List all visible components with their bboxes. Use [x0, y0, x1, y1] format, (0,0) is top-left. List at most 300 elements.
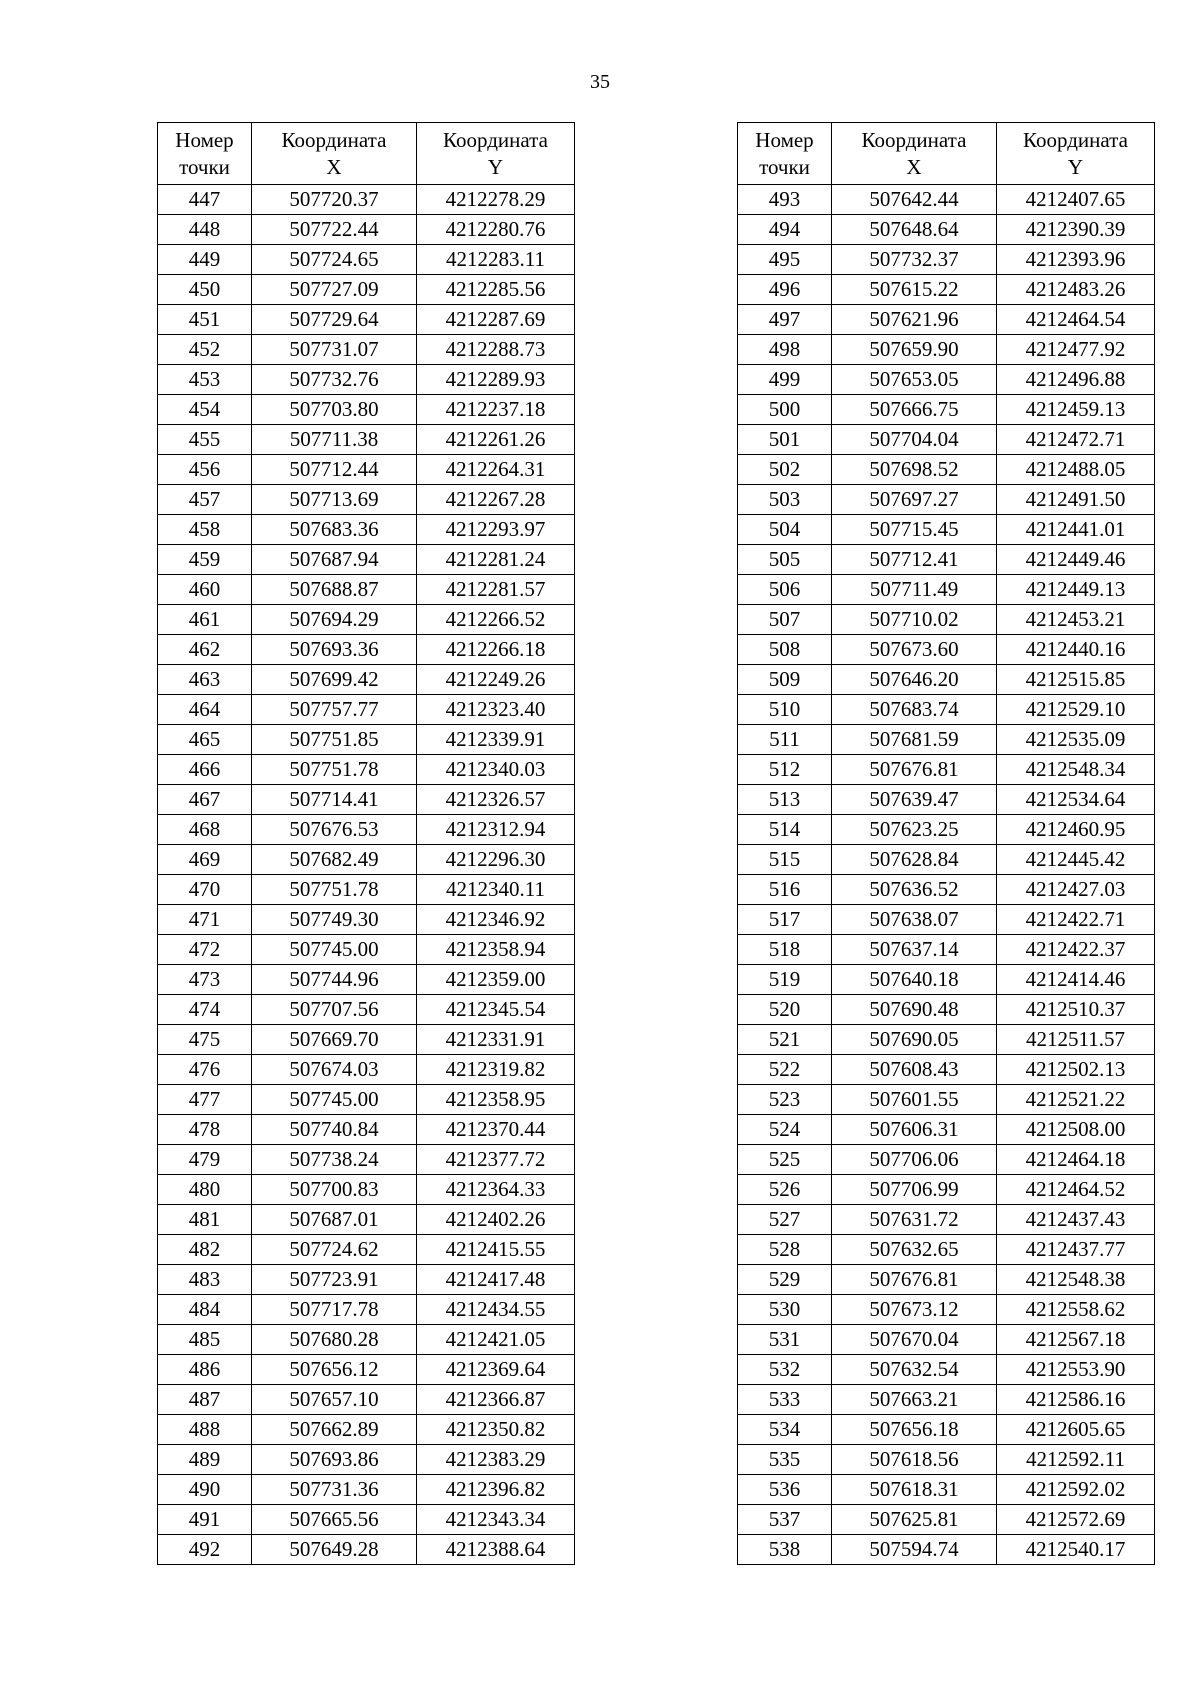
point-number-cell: 521	[738, 1025, 832, 1055]
header-coordinate-y: Координата Y	[417, 123, 575, 185]
point-number-cell: 455	[158, 425, 252, 455]
point-number-cell: 486	[158, 1355, 252, 1385]
point-number-cell: 496	[738, 275, 832, 305]
coordinate-y-cell: 4212350.82	[417, 1415, 575, 1445]
table-row	[158, 1055, 575, 1085]
coordinate-x-cell: 507656.12	[252, 1355, 417, 1385]
point-number-cell: 520	[738, 995, 832, 1025]
table-row	[738, 905, 1155, 935]
coordinate-x-cell: 507682.49	[252, 845, 417, 875]
coordinate-y-cell: 4212366.87	[417, 1385, 575, 1415]
coordinate-y-cell: 4212278.29	[417, 185, 575, 215]
table-row	[158, 845, 575, 875]
coordinate-y-cell: 4212477.92	[997, 335, 1155, 365]
coordinate-y-cell: 4212449.46	[997, 545, 1155, 575]
table-row	[738, 1325, 1155, 1355]
table-row	[158, 575, 575, 605]
coordinate-x-cell: 507601.55	[832, 1085, 997, 1115]
point-number-cell: 450	[158, 275, 252, 305]
coordinate-x-cell: 507722.44	[252, 215, 417, 245]
coordinate-y-cell: 4212445.42	[997, 845, 1155, 875]
coordinate-y-cell: 4212548.38	[997, 1265, 1155, 1295]
table-row	[158, 1415, 575, 1445]
table-row	[158, 1145, 575, 1175]
point-number-cell: 529	[738, 1265, 832, 1295]
coordinate-x-cell: 507698.52	[832, 455, 997, 485]
point-number-cell: 470	[158, 875, 252, 905]
coordinate-x-cell: 507744.96	[252, 965, 417, 995]
coordinate-y-cell: 4212261.26	[417, 425, 575, 455]
point-number-cell: 511	[738, 725, 832, 755]
table-row	[158, 545, 575, 575]
coordinate-y-cell: 4212472.71	[997, 425, 1155, 455]
table-row	[158, 485, 575, 515]
point-number-cell: 473	[158, 965, 252, 995]
point-number-cell: 475	[158, 1025, 252, 1055]
point-number-cell: 483	[158, 1265, 252, 1295]
table-row	[738, 785, 1155, 815]
header-coordinate-x: Координата X	[252, 123, 417, 185]
table-row	[158, 1535, 575, 1565]
coordinate-x-cell: 507662.89	[252, 1415, 417, 1445]
coordinate-x-cell: 507683.74	[832, 695, 997, 725]
header-coordinate-x: Координата X	[832, 123, 997, 185]
point-number-cell: 448	[158, 215, 252, 245]
coordinate-x-cell: 507653.05	[832, 365, 997, 395]
coordinate-y-cell: 4212567.18	[997, 1325, 1155, 1355]
table-row	[158, 1235, 575, 1265]
table-row	[158, 1085, 575, 1115]
table-row	[158, 965, 575, 995]
coordinate-y-cell: 4212359.00	[417, 965, 575, 995]
coordinate-y-cell: 4212540.17	[997, 1535, 1155, 1565]
table-row	[738, 1505, 1155, 1535]
point-number-cell: 526	[738, 1175, 832, 1205]
coordinate-x-cell: 507710.02	[832, 605, 997, 635]
coordinate-x-cell: 507740.84	[252, 1115, 417, 1145]
point-number-cell: 533	[738, 1385, 832, 1415]
coordinate-x-cell: 507703.80	[252, 395, 417, 425]
point-number-cell: 538	[738, 1535, 832, 1565]
coordinate-y-cell: 4212421.05	[417, 1325, 575, 1355]
point-number-cell: 495	[738, 245, 832, 275]
table-row	[158, 785, 575, 815]
coordinate-x-cell: 507720.37	[252, 185, 417, 215]
coordinate-x-cell: 507676.81	[832, 1265, 997, 1295]
coordinate-x-cell: 507697.27	[832, 485, 997, 515]
coordinate-x-cell: 507694.29	[252, 605, 417, 635]
table-row	[158, 875, 575, 905]
coordinate-x-cell: 507670.04	[832, 1325, 997, 1355]
point-number-cell: 534	[738, 1415, 832, 1445]
point-number-cell: 466	[158, 755, 252, 785]
table-row	[158, 635, 575, 665]
table-row	[738, 1415, 1155, 1445]
coordinate-x-cell: 507618.56	[832, 1445, 997, 1475]
coordinate-x-cell: 507731.07	[252, 335, 417, 365]
coordinate-x-cell: 507676.53	[252, 815, 417, 845]
coordinate-y-cell: 4212402.26	[417, 1205, 575, 1235]
table-row	[738, 335, 1155, 365]
coordinate-x-cell: 507706.99	[832, 1175, 997, 1205]
coordinate-y-cell: 4212266.52	[417, 605, 575, 635]
table-row	[738, 755, 1155, 785]
table-row	[738, 1445, 1155, 1475]
coordinate-y-cell: 4212249.26	[417, 665, 575, 695]
point-number-cell: 449	[158, 245, 252, 275]
point-number-cell: 474	[158, 995, 252, 1025]
point-number-cell: 489	[158, 1445, 252, 1475]
table-row	[158, 1025, 575, 1055]
point-number-cell: 502	[738, 455, 832, 485]
table-row	[738, 575, 1155, 605]
coordinate-x-cell: 507594.74	[832, 1535, 997, 1565]
coordinate-x-cell: 507690.05	[832, 1025, 997, 1055]
coordinate-y-cell: 4212377.72	[417, 1145, 575, 1175]
coordinate-x-cell: 507693.36	[252, 635, 417, 665]
coordinate-y-cell: 4212440.16	[997, 635, 1155, 665]
coordinate-x-cell: 507646.20	[832, 665, 997, 695]
table-row	[738, 995, 1155, 1025]
coordinate-y-cell: 4212319.82	[417, 1055, 575, 1085]
coordinate-y-cell: 4212407.65	[997, 185, 1155, 215]
coordinate-y-cell: 4212508.00	[997, 1115, 1155, 1145]
table-row	[738, 215, 1155, 245]
coordinate-y-cell: 4212346.92	[417, 905, 575, 935]
coordinate-y-cell: 4212483.26	[997, 275, 1155, 305]
coordinate-y-cell: 4212331.91	[417, 1025, 575, 1055]
coordinate-x-cell: 507751.78	[252, 755, 417, 785]
coordinate-x-cell: 507638.07	[832, 905, 997, 935]
point-number-cell: 515	[738, 845, 832, 875]
coordinate-x-cell: 507687.94	[252, 545, 417, 575]
point-number-cell: 490	[158, 1475, 252, 1505]
table-row	[738, 425, 1155, 455]
table-row	[738, 935, 1155, 965]
table-row	[738, 1145, 1155, 1175]
table-row	[158, 995, 575, 1025]
coordinate-x-cell: 507707.56	[252, 995, 417, 1025]
point-number-cell: 453	[158, 365, 252, 395]
coordinate-x-cell: 507724.62	[252, 1235, 417, 1265]
point-number-cell: 472	[158, 935, 252, 965]
table-row	[158, 1385, 575, 1415]
table-row	[158, 1505, 575, 1535]
coordinate-x-cell: 507666.75	[832, 395, 997, 425]
coordinate-y-cell: 4212312.94	[417, 815, 575, 845]
table-row	[738, 1175, 1155, 1205]
point-number-cell: 524	[738, 1115, 832, 1145]
point-number-cell: 522	[738, 1055, 832, 1085]
point-number-cell: 500	[738, 395, 832, 425]
header-point-number: Номер точки	[158, 123, 252, 185]
table-row	[738, 275, 1155, 305]
coordinate-y-cell: 4212280.76	[417, 215, 575, 245]
coordinate-y-cell: 4212281.57	[417, 575, 575, 605]
table-row	[158, 365, 575, 395]
table-row	[738, 1115, 1155, 1145]
point-number-cell: 471	[158, 905, 252, 935]
coordinate-x-cell: 507732.76	[252, 365, 417, 395]
coordinate-y-cell: 4212449.13	[997, 575, 1155, 605]
point-number-cell: 505	[738, 545, 832, 575]
table-row	[158, 515, 575, 545]
table-row	[158, 455, 575, 485]
coordinate-y-cell: 4212266.18	[417, 635, 575, 665]
point-number-cell: 447	[158, 185, 252, 215]
table-row	[158, 1445, 575, 1475]
coordinate-y-cell: 4212422.37	[997, 935, 1155, 965]
table-row	[158, 665, 575, 695]
table-row	[158, 605, 575, 635]
coordinate-y-cell: 4212510.37	[997, 995, 1155, 1025]
point-number-cell: 509	[738, 665, 832, 695]
coordinate-x-cell: 507712.44	[252, 455, 417, 485]
table-row	[738, 815, 1155, 845]
point-number-cell: 532	[738, 1355, 832, 1385]
coordinate-x-cell: 507618.31	[832, 1475, 997, 1505]
coordinate-y-cell: 4212496.88	[997, 365, 1155, 395]
point-number-cell: 493	[738, 185, 832, 215]
coordinate-x-cell: 507711.49	[832, 575, 997, 605]
table-row	[738, 1205, 1155, 1235]
table-row	[158, 1355, 575, 1385]
table-row	[738, 1025, 1155, 1055]
coordinate-x-cell: 507639.47	[832, 785, 997, 815]
point-number-cell: 523	[738, 1085, 832, 1115]
point-number-cell: 463	[158, 665, 252, 695]
coordinate-x-cell: 507732.37	[832, 245, 997, 275]
table-row	[158, 185, 575, 215]
table-row	[158, 1325, 575, 1355]
coordinate-y-cell: 4212422.71	[997, 905, 1155, 935]
coordinate-x-cell: 507642.44	[832, 185, 997, 215]
point-number-cell: 531	[738, 1325, 832, 1355]
point-number-cell: 516	[738, 875, 832, 905]
coordinate-x-cell: 507663.21	[832, 1385, 997, 1415]
coordinate-x-cell: 507714.41	[252, 785, 417, 815]
table-row	[158, 815, 575, 845]
point-number-cell: 536	[738, 1475, 832, 1505]
point-number-cell: 494	[738, 215, 832, 245]
coordinate-y-cell: 4212345.54	[417, 995, 575, 1025]
table-row	[738, 455, 1155, 485]
coordinate-y-cell: 4212287.69	[417, 305, 575, 335]
coordinate-y-cell: 4212460.95	[997, 815, 1155, 845]
coordinate-x-cell: 507681.59	[832, 725, 997, 755]
point-number-cell: 491	[158, 1505, 252, 1535]
coordinates-table-left	[157, 122, 575, 1565]
coordinate-x-cell: 507648.64	[832, 215, 997, 245]
coordinate-y-cell: 4212558.62	[997, 1295, 1155, 1325]
coordinate-y-cell: 4212390.39	[997, 215, 1155, 245]
table-row	[158, 425, 575, 455]
coordinate-x-cell: 507632.54	[832, 1355, 997, 1385]
point-number-cell: 456	[158, 455, 252, 485]
point-number-cell: 458	[158, 515, 252, 545]
coordinate-x-cell: 507669.70	[252, 1025, 417, 1055]
point-number-cell: 512	[738, 755, 832, 785]
point-number-cell: 519	[738, 965, 832, 995]
point-number-cell: 525	[738, 1145, 832, 1175]
coordinate-y-cell: 4212441.01	[997, 515, 1155, 545]
coordinate-y-cell: 4212393.96	[997, 245, 1155, 275]
table-row	[738, 395, 1155, 425]
point-number-cell: 467	[158, 785, 252, 815]
coordinate-x-cell: 507757.77	[252, 695, 417, 725]
point-number-cell: 513	[738, 785, 832, 815]
coordinate-y-cell: 4212340.03	[417, 755, 575, 785]
table-row	[738, 245, 1155, 275]
coordinate-y-cell: 4212289.93	[417, 365, 575, 395]
point-number-cell: 479	[158, 1145, 252, 1175]
coordinate-y-cell: 4212434.55	[417, 1295, 575, 1325]
coordinate-y-cell: 4212415.55	[417, 1235, 575, 1265]
point-number-cell: 517	[738, 905, 832, 935]
point-number-cell: 528	[738, 1235, 832, 1265]
coordinate-x-cell: 507715.45	[832, 515, 997, 545]
coordinate-y-cell: 4212515.85	[997, 665, 1155, 695]
coordinate-x-cell: 507673.12	[832, 1295, 997, 1325]
table-row	[158, 215, 575, 245]
point-number-cell: 461	[158, 605, 252, 635]
point-number-cell: 477	[158, 1085, 252, 1115]
coordinate-x-cell: 507625.81	[832, 1505, 997, 1535]
point-number-cell: 451	[158, 305, 252, 335]
coordinate-x-cell: 507623.25	[832, 815, 997, 845]
coordinate-y-cell: 4212464.54	[997, 305, 1155, 335]
coordinate-x-cell: 507724.65	[252, 245, 417, 275]
table-row	[738, 1535, 1155, 1565]
point-number-cell: 459	[158, 545, 252, 575]
coordinate-x-cell: 507673.60	[832, 635, 997, 665]
table-row	[738, 1235, 1155, 1265]
coordinate-y-cell: 4212459.13	[997, 395, 1155, 425]
coordinate-x-cell: 507606.31	[832, 1115, 997, 1145]
point-number-cell: 492	[158, 1535, 252, 1565]
table-row	[738, 635, 1155, 665]
coordinate-y-cell: 4212340.11	[417, 875, 575, 905]
table-row	[738, 845, 1155, 875]
coordinate-y-cell: 4212288.73	[417, 335, 575, 365]
coordinate-y-cell: 4212491.50	[997, 485, 1155, 515]
table-row	[158, 755, 575, 785]
point-number-cell: 462	[158, 635, 252, 665]
coordinate-y-cell: 4212488.05	[997, 455, 1155, 485]
point-number-cell: 514	[738, 815, 832, 845]
coordinate-x-cell: 507713.69	[252, 485, 417, 515]
point-number-cell: 484	[158, 1295, 252, 1325]
coordinate-y-cell: 4212553.90	[997, 1355, 1155, 1385]
coordinate-x-cell: 507680.28	[252, 1325, 417, 1355]
point-number-cell: 457	[158, 485, 252, 515]
point-number-cell: 530	[738, 1295, 832, 1325]
point-number-cell: 476	[158, 1055, 252, 1085]
coordinate-x-cell: 507632.65	[832, 1235, 997, 1265]
coordinate-y-cell: 4212264.31	[417, 455, 575, 485]
table-row	[158, 1295, 575, 1325]
coordinate-x-cell: 507688.87	[252, 575, 417, 605]
coordinate-x-cell: 507751.78	[252, 875, 417, 905]
coordinate-y-cell: 4212586.16	[997, 1385, 1155, 1415]
point-number-cell: 460	[158, 575, 252, 605]
point-number-cell: 527	[738, 1205, 832, 1235]
coordinate-y-cell: 4212358.94	[417, 935, 575, 965]
table-row	[738, 1295, 1155, 1325]
table-row	[158, 245, 575, 275]
coordinate-y-cell: 4212529.10	[997, 695, 1155, 725]
point-number-cell: 503	[738, 485, 832, 515]
coordinate-x-cell: 507628.84	[832, 845, 997, 875]
page-number: 35	[590, 71, 610, 93]
coordinate-x-cell: 507727.09	[252, 275, 417, 305]
table-header-row	[158, 123, 575, 185]
table-row	[738, 1265, 1155, 1295]
coordinate-x-cell: 507699.42	[252, 665, 417, 695]
coordinate-y-cell: 4212592.11	[997, 1445, 1155, 1475]
coordinate-y-cell: 4212326.57	[417, 785, 575, 815]
coordinate-x-cell: 507723.91	[252, 1265, 417, 1295]
point-number-cell: 497	[738, 305, 832, 335]
coordinate-x-cell: 507729.64	[252, 305, 417, 335]
table-row	[158, 905, 575, 935]
coordinate-y-cell: 4212605.65	[997, 1415, 1155, 1445]
table-row	[738, 305, 1155, 335]
coordinate-x-cell: 507749.30	[252, 905, 417, 935]
table-row	[738, 665, 1155, 695]
point-number-cell: 501	[738, 425, 832, 455]
point-number-cell: 465	[158, 725, 252, 755]
coordinate-x-cell: 507615.22	[832, 275, 997, 305]
point-number-cell: 482	[158, 1235, 252, 1265]
coordinate-y-cell: 4212285.56	[417, 275, 575, 305]
table-row	[158, 1115, 575, 1145]
table-row	[738, 1385, 1155, 1415]
point-number-cell: 469	[158, 845, 252, 875]
coordinate-x-cell: 507700.83	[252, 1175, 417, 1205]
coordinate-y-cell: 4212502.13	[997, 1055, 1155, 1085]
coordinate-y-cell: 4212511.57	[997, 1025, 1155, 1055]
table-row	[158, 1175, 575, 1205]
table-row	[158, 1205, 575, 1235]
point-number-cell: 454	[158, 395, 252, 425]
point-number-cell: 506	[738, 575, 832, 605]
table-row	[158, 1265, 575, 1295]
coordinate-x-cell: 507738.24	[252, 1145, 417, 1175]
coordinate-x-cell: 507608.43	[832, 1055, 997, 1085]
coordinate-y-cell: 4212293.97	[417, 515, 575, 545]
coordinate-y-cell: 4212237.18	[417, 395, 575, 425]
coordinate-y-cell: 4212521.22	[997, 1085, 1155, 1115]
point-number-cell: 537	[738, 1505, 832, 1535]
table-row	[738, 485, 1155, 515]
coordinate-y-cell: 4212535.09	[997, 725, 1155, 755]
table-row	[738, 185, 1155, 215]
coordinate-y-cell: 4212364.33	[417, 1175, 575, 1205]
table-row	[158, 395, 575, 425]
table-row	[738, 1085, 1155, 1115]
point-number-cell: 510	[738, 695, 832, 725]
coordinate-y-cell: 4212464.52	[997, 1175, 1155, 1205]
coordinate-y-cell: 4212548.34	[997, 755, 1155, 785]
coordinate-x-cell: 507674.03	[252, 1055, 417, 1085]
point-number-cell: 498	[738, 335, 832, 365]
coordinate-y-cell: 4212396.82	[417, 1475, 575, 1505]
table-row	[738, 695, 1155, 725]
coordinate-y-cell: 4212383.29	[417, 1445, 575, 1475]
point-number-cell: 485	[158, 1325, 252, 1355]
point-number-cell: 452	[158, 335, 252, 365]
